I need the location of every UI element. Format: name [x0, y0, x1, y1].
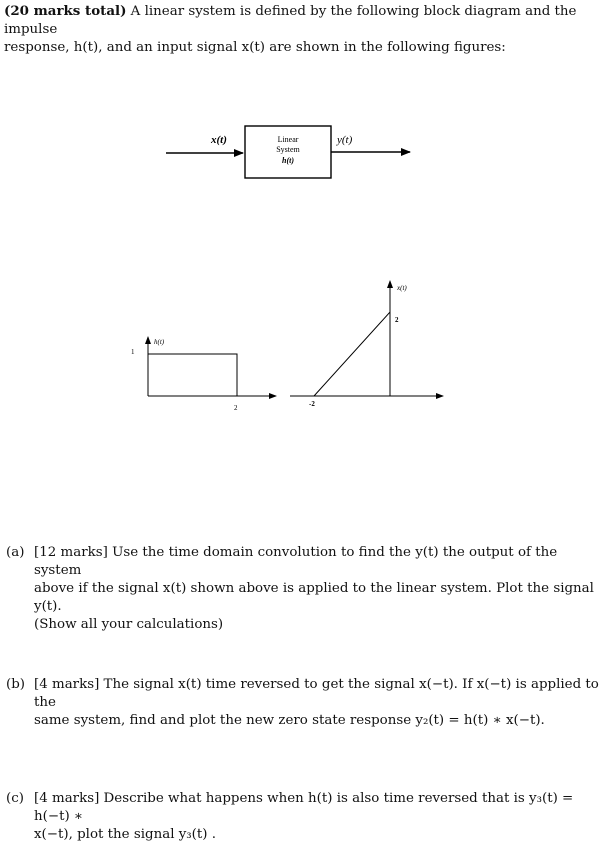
question-c-body	[34, 790, 602, 844]
question-a-label: (a)	[6, 545, 25, 560]
question-c	[6, 790, 602, 844]
question-c-line-2: x(−t), plot the signal y₃(t) .	[34, 827, 217, 842]
question-a-line-3: (Show all your calculations)	[34, 617, 224, 632]
box-label-linear: Linear	[277, 135, 299, 144]
x-plot-label: x(t)	[397, 284, 407, 292]
question-b-label: (b)	[6, 677, 26, 692]
intro-text-1: A linear system is defined by the following block diagram and the impulse	[4, 4, 577, 37]
x-peak-label: 2	[395, 316, 399, 324]
box-label-h: h(t)	[282, 156, 294, 165]
h-pulse	[148, 354, 237, 396]
output-label: y(t)	[337, 134, 353, 146]
question-a-body	[34, 544, 602, 634]
question-b-line-1: [4 marks] The signal x(t) time reversed to get the signal x(−t). If x(−t) is applied to the	[34, 677, 599, 710]
question-c-label: (c)	[6, 791, 24, 806]
intro-line-2: response, h(t), and an input signal x(t) are shown in the following figures:	[4, 40, 506, 55]
h-plot	[131, 337, 276, 412]
input-label: x(t)	[211, 134, 227, 146]
question-a-line-1: [12 marks] Use the time domain convolution to find the y(t) the output of the system	[34, 545, 558, 578]
question-b-line-2: same system, find and plot the new zero state response y₂(t) = h(t) ∗ x(−t).	[34, 713, 545, 728]
x-plot	[290, 281, 443, 408]
h-end-tick-label: 2	[234, 404, 238, 412]
question-a	[6, 544, 602, 634]
question-b	[6, 676, 602, 730]
question-a-line-2: above if the signal x(t) shown above is applied to the linear system. Plot the signal y(t).	[34, 581, 594, 614]
block-diagram	[166, 126, 410, 178]
x-start-tick-label: -2	[309, 400, 315, 408]
question-c-line-1: [4 marks] Describe what happens when h(t) is also time reversed that is y₃(t) = h(−t) ∗	[34, 791, 574, 824]
h-plot-label: h(t)	[154, 338, 165, 346]
x-ramp	[314, 312, 390, 396]
question-b-body	[34, 676, 602, 730]
box-label-system: System	[276, 145, 300, 154]
total-marks: (20 marks total)	[4, 3, 127, 19]
h-amplitude-label: 1	[131, 348, 135, 356]
